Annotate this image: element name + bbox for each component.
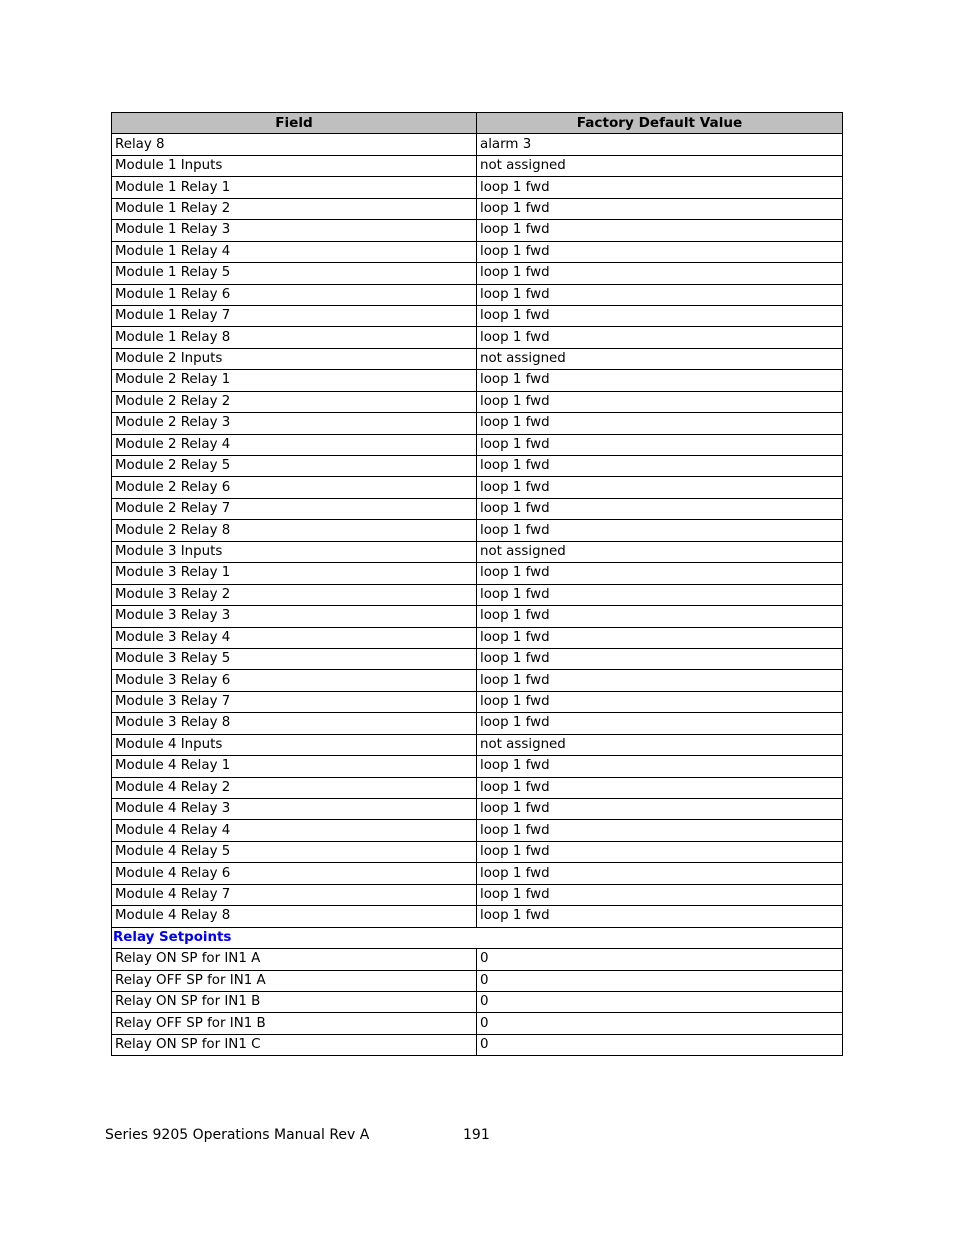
field-cell: Relay OFF SP for IN1 B <box>112 1013 477 1034</box>
default-value-cell: loop 1 fwd <box>477 241 843 262</box>
field-cell: Module 2 Relay 2 <box>112 391 477 412</box>
table-row <box>112 584 843 605</box>
field-cell: Module 3 Relay 8 <box>112 713 477 734</box>
table-row <box>112 1034 843 1055</box>
field-cell: Module 1 Relay 3 <box>112 220 477 241</box>
default-value-cell: loop 1 fwd <box>477 434 843 455</box>
table-row <box>112 949 843 970</box>
default-value-cell: loop 1 fwd <box>477 863 843 884</box>
field-cell: Module 1 Relay 5 <box>112 263 477 284</box>
default-value-cell: loop 1 fwd <box>477 906 843 927</box>
field-cell: Module 3 Inputs <box>112 541 477 562</box>
default-value-cell: loop 1 fwd <box>477 648 843 669</box>
table-row <box>112 606 843 627</box>
table-row <box>112 777 843 798</box>
field-cell: Module 4 Relay 5 <box>112 841 477 862</box>
default-value-cell: loop 1 fwd <box>477 327 843 348</box>
default-value-cell: loop 1 fwd <box>477 799 843 820</box>
table-header-row <box>112 113 843 134</box>
default-value-cell: loop 1 fwd <box>477 563 843 584</box>
table-row <box>112 177 843 198</box>
field-cell: Relay ON SP for IN1 C <box>112 1034 477 1055</box>
table-row <box>112 477 843 498</box>
table-row <box>112 563 843 584</box>
field-cell: Module 4 Relay 3 <box>112 799 477 820</box>
footer-page-number: 191 <box>463 1127 490 1143</box>
table-row <box>112 370 843 391</box>
field-cell: Module 1 Relay 4 <box>112 241 477 262</box>
field-cell: Module 2 Relay 5 <box>112 456 477 477</box>
field-cell: Module 2 Relay 3 <box>112 413 477 434</box>
default-value-cell: loop 1 fwd <box>477 498 843 519</box>
table-row <box>112 648 843 669</box>
field-cell: Relay ON SP for IN1 B <box>112 991 477 1012</box>
default-value-cell: loop 1 fwd <box>477 820 843 841</box>
table-row <box>112 263 843 284</box>
default-value-cell: loop 1 fwd <box>477 477 843 498</box>
table-row <box>112 348 843 369</box>
table-row <box>112 991 843 1012</box>
field-cell: Module 2 Relay 6 <box>112 477 477 498</box>
table-row <box>112 627 843 648</box>
section-heading-link[interactable]: Relay Setpoints <box>112 927 843 948</box>
field-cell: Module 3 Relay 7 <box>112 691 477 712</box>
field-cell: Module 1 Relay 8 <box>112 327 477 348</box>
table-body <box>112 134 843 1056</box>
default-value-cell: loop 1 fwd <box>477 691 843 712</box>
field-cell: Module 2 Relay 7 <box>112 498 477 519</box>
factory-defaults-table <box>111 112 843 1056</box>
table-row <box>112 906 843 927</box>
field-cell: Module 3 Relay 1 <box>112 563 477 584</box>
default-value-cell: alarm 3 <box>477 134 843 155</box>
default-value-cell: not assigned <box>477 541 843 562</box>
table-row <box>112 413 843 434</box>
default-value-cell: 0 <box>477 991 843 1012</box>
table-row <box>112 456 843 477</box>
default-value-cell: loop 1 fwd <box>477 584 843 605</box>
column-header-default-value: Factory Default Value <box>477 113 843 134</box>
table-row <box>112 284 843 305</box>
table-row <box>112 198 843 219</box>
table-row <box>112 305 843 326</box>
table-row <box>112 155 843 176</box>
table-row <box>112 134 843 155</box>
default-value-cell: loop 1 fwd <box>477 777 843 798</box>
field-cell: Module 1 Relay 1 <box>112 177 477 198</box>
table-row <box>112 391 843 412</box>
default-value-cell: loop 1 fwd <box>477 263 843 284</box>
field-cell: Module 4 Relay 7 <box>112 884 477 905</box>
default-value-cell: 0 <box>477 949 843 970</box>
field-cell: Module 3 Relay 4 <box>112 627 477 648</box>
table-row <box>112 541 843 562</box>
field-cell: Module 2 Inputs <box>112 348 477 369</box>
field-cell: Module 1 Relay 2 <box>112 198 477 219</box>
default-value-cell: loop 1 fwd <box>477 305 843 326</box>
default-value-cell: loop 1 fwd <box>477 520 843 541</box>
table-row <box>112 884 843 905</box>
column-header-field: Field <box>112 113 477 134</box>
table-row <box>112 691 843 712</box>
table-row <box>112 820 843 841</box>
default-value-cell: loop 1 fwd <box>477 456 843 477</box>
default-value-cell: loop 1 fwd <box>477 756 843 777</box>
default-value-cell: loop 1 fwd <box>477 177 843 198</box>
table-row <box>112 841 843 862</box>
field-cell: Module 1 Inputs <box>112 155 477 176</box>
default-value-cell: loop 1 fwd <box>477 391 843 412</box>
default-value-cell: loop 1 fwd <box>477 627 843 648</box>
table-row <box>112 434 843 455</box>
table-row <box>112 498 843 519</box>
table-row <box>112 799 843 820</box>
table-row <box>112 220 843 241</box>
default-value-cell: loop 1 fwd <box>477 884 843 905</box>
default-value-cell: not assigned <box>477 155 843 176</box>
field-cell: Module 3 Relay 3 <box>112 606 477 627</box>
field-cell: Module 4 Relay 6 <box>112 863 477 884</box>
table-row <box>112 756 843 777</box>
default-value-cell: 0 <box>477 1013 843 1034</box>
default-value-cell: loop 1 fwd <box>477 198 843 219</box>
default-value-cell: loop 1 fwd <box>477 370 843 391</box>
default-value-cell: 0 <box>477 1034 843 1055</box>
field-cell: Module 2 Relay 1 <box>112 370 477 391</box>
default-value-cell: loop 1 fwd <box>477 841 843 862</box>
field-cell: Module 3 Relay 6 <box>112 670 477 691</box>
table-row <box>112 734 843 755</box>
field-cell: Module 1 Relay 6 <box>112 284 477 305</box>
field-cell: Relay ON SP for IN1 A <box>112 949 477 970</box>
table-row <box>112 520 843 541</box>
field-cell: Relay 8 <box>112 134 477 155</box>
default-value-cell: loop 1 fwd <box>477 606 843 627</box>
field-cell: Module 4 Inputs <box>112 734 477 755</box>
default-value-cell: 0 <box>477 970 843 991</box>
default-value-cell: loop 1 fwd <box>477 413 843 434</box>
default-value-cell: loop 1 fwd <box>477 284 843 305</box>
field-cell: Module 4 Relay 1 <box>112 756 477 777</box>
default-value-cell: loop 1 fwd <box>477 220 843 241</box>
table-row <box>112 863 843 884</box>
field-cell: Module 1 Relay 7 <box>112 305 477 326</box>
field-cell: Module 4 Relay 4 <box>112 820 477 841</box>
footer-manual-title: Series 9205 Operations Manual Rev A <box>105 1127 370 1143</box>
field-cell: Module 2 Relay 4 <box>112 434 477 455</box>
table-row <box>112 713 843 734</box>
table-row <box>112 970 843 991</box>
default-value-cell: loop 1 fwd <box>477 670 843 691</box>
table-row <box>112 327 843 348</box>
field-cell: Module 2 Relay 8 <box>112 520 477 541</box>
field-cell: Relay OFF SP for IN1 A <box>112 970 477 991</box>
field-cell: Module 4 Relay 2 <box>112 777 477 798</box>
field-cell: Module 3 Relay 5 <box>112 648 477 669</box>
field-cell: Module 3 Relay 2 <box>112 584 477 605</box>
default-value-cell: not assigned <box>477 348 843 369</box>
table-row <box>112 670 843 691</box>
section-row <box>112 927 843 948</box>
table-row <box>112 241 843 262</box>
table-row <box>112 1013 843 1034</box>
default-value-cell: loop 1 fwd <box>477 713 843 734</box>
default-value-cell: not assigned <box>477 734 843 755</box>
field-cell: Module 4 Relay 8 <box>112 906 477 927</box>
